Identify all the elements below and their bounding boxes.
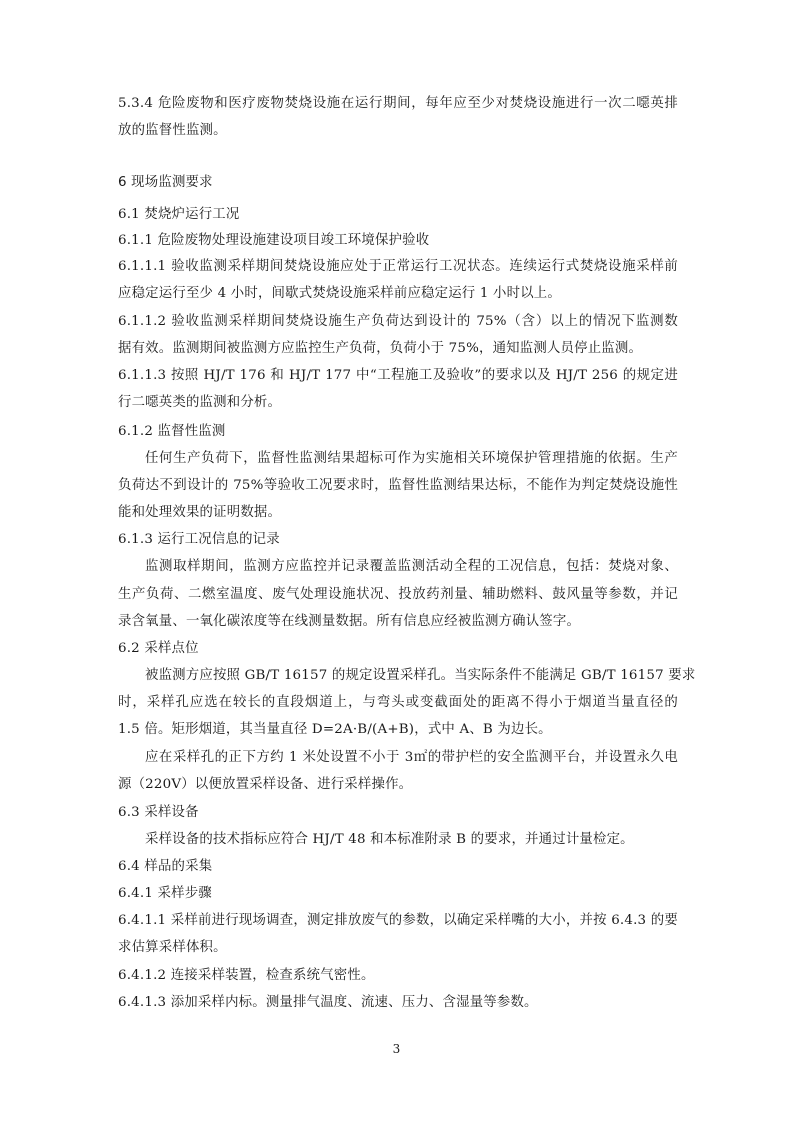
section-heading: 6.1.1 危险废物处理设施建设项目竣工环境保护验收: [118, 233, 430, 248]
text-line: 能和处理效果的证明数据。: [118, 505, 282, 520]
text-line: 放的监督性监测。: [118, 123, 227, 138]
text-line: 源（220V）以便放置采样设备、进行采样操作。: [118, 777, 413, 792]
text-line: 6.1.1.1 验收监测采样期间焚烧设施应处于正常运行工况状态。连续运行式焚烧设施采样前: [118, 259, 678, 274]
page-number: 3: [392, 1042, 401, 1056]
text-line: 生产负荷、二燃室温度、废气处理设施状况、投放药剂量、辅助燃料、鼓风量等参数，并记: [118, 587, 678, 602]
section-heading: 6.1 焚烧炉运行工况: [118, 207, 240, 222]
section-heading: 6.4 样品的采集: [118, 859, 213, 874]
text-line: 应在采样孔的正下方约 1 米处设置不小于 3㎡的带护栏的安全监测平台，并设置永久电: [145, 750, 678, 765]
text-line: 采样设备的技术指标应符合 HJ/T 48 和本标准附录 B 的要求，并通过计量检定。: [145, 832, 634, 847]
text-line: 6.1.1.3 按照 HJ/T 176 和 HJ/T 177 中“工程施工及验收”的要求以及 HJ/T 256 的规定进: [118, 368, 678, 383]
text-line: 6.4.1.2 连接采样装置，检查系统气密性。: [118, 968, 375, 983]
text-line: 应稳定运行至少 4 小时，间歇式焚烧设施采样前应稳定运行 1 小时以上。: [118, 286, 561, 301]
section-heading: 6.1.3 运行工况信息的记录: [118, 532, 280, 547]
text-line: 时，采样孔应选在较长的直段烟道上，与弯头或变截面处的距离不得小于烟道当量直径的: [118, 695, 678, 710]
section-heading: 6 现场监测要求: [118, 175, 213, 190]
text-line: 据有效。监测期间被监测方应监控生产负荷，负荷小于 75%，通知监测人员停止监测。: [118, 341, 643, 356]
section-heading: 6.4.1 采样步骤: [118, 886, 212, 901]
text-line: 1.5 倍。矩形烟道，其当量直径 D=2A·B/(A+B)，式中 A、B 为边长。: [118, 722, 552, 737]
text-line: 录含氧量、一氧化碳浓度等在线测量数据。所有信息应经被监测方确认签字。: [118, 614, 581, 629]
section-heading: 6.3 采样设备: [118, 805, 199, 820]
text-line: 负荷达不到设计的 75%等验收工况要求时，监督性监测结果达标，不能作为判定焚烧设施性: [118, 478, 678, 493]
text-line: 6.1.1.2 验收监测采样期间焚烧设施生产负荷达到设计的 75%（含）以上的情况下监测数: [118, 314, 678, 329]
text-line: 求估算采样体积。: [118, 940, 227, 955]
text-line: 6.4.1.3 添加采样内标。测量排气温度、流速、压力、含湿量等参数。: [118, 995, 538, 1010]
section-heading: 6.1.2 监督性监测: [118, 424, 226, 439]
text-line: 6.4.1.1 采样前进行现场调查，测定排放废气的参数，以确定采样嘴的大小，并按 6.4.3 的要: [118, 913, 678, 928]
section-heading: 6.2 采样点位: [118, 641, 199, 656]
text-line: 被监测方应按照 GB/T 16157 的规定设置采样孔。当实际条件不能满足 GB/T 16157 要求: [145, 668, 696, 683]
text-line: 任何生产负荷下，监督性监测结果超标可作为实施相关环境保护管理措施的依据。生产: [145, 451, 678, 466]
text-line: 5.3.4 危险废物和医疗废物焚烧设施在运行期间，每年应至少对焚烧设施进行一次二噁英排: [118, 96, 678, 111]
text-line: 行二噁英类的监测和分析。: [118, 395, 282, 410]
text-line: 监测取样期间，监测方应监控并记录覆盖监测活动全程的工况信息，包括：焚烧对象、: [145, 559, 678, 574]
